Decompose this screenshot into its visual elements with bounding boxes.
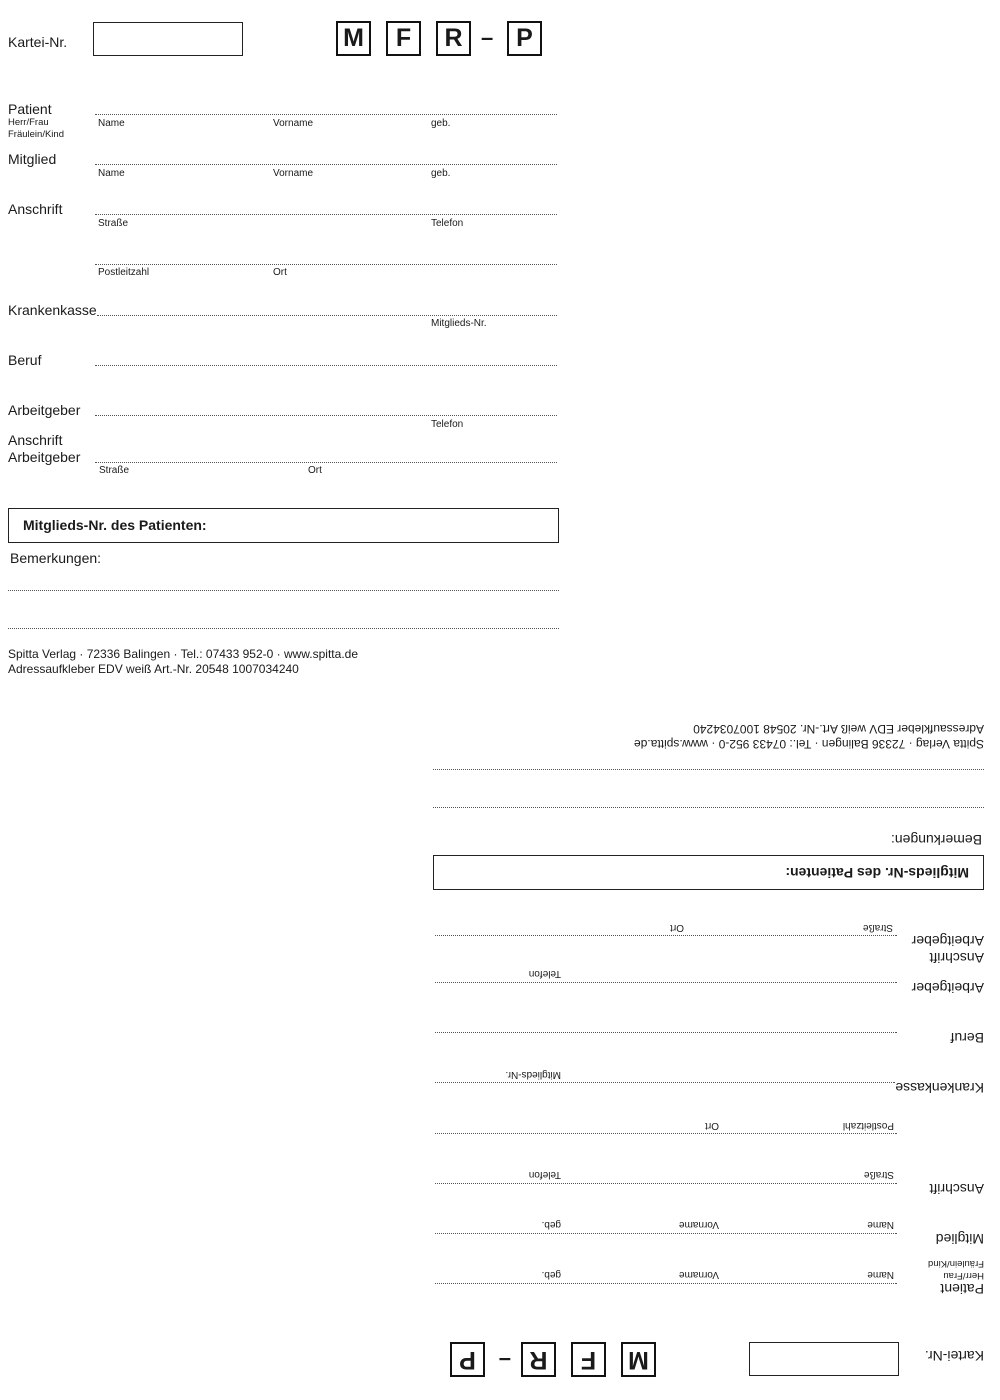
address-label-form-top xyxy=(0,0,560,690)
patient-sub-label-1-rotated: Herr/Frau xyxy=(943,1270,984,1281)
member-first-name-caption: Vorname xyxy=(273,168,314,179)
address-label-form-bottom xyxy=(432,708,992,1398)
address-line[interactable] xyxy=(95,214,557,215)
employer-address-label-2-rotated: Arbeitgeber xyxy=(911,933,984,949)
job-line-rotated[interactable] xyxy=(435,1032,897,1033)
address-label: Anschrift xyxy=(8,201,63,217)
member-label-rotated: Mitglied xyxy=(935,1231,984,1247)
patient-born-caption: geb. xyxy=(431,118,451,129)
employer-city-caption: Ort xyxy=(308,465,322,476)
footer-publisher-rotated: Spitta Verlag · 72336 Balingen · Tel.: 07433 952-0 · www.spitta.de xyxy=(634,737,984,751)
member-line[interactable] xyxy=(95,164,557,165)
patient-sub-label-2-rotated: Fräulein/Kind xyxy=(928,1258,984,1269)
patient-member-no-box[interactable]: Mitglieds-Nr. des Patienten: xyxy=(8,508,559,543)
member-first-name-caption-rotated: Vorname xyxy=(678,1219,719,1230)
employer-address-line[interactable] xyxy=(95,462,557,463)
mark-p-rotated[interactable]: P xyxy=(450,1342,485,1377)
employer-phone-caption: Telefon xyxy=(431,419,464,430)
member-line-rotated[interactable] xyxy=(435,1233,897,1234)
job-line[interactable] xyxy=(95,365,557,366)
patient-first-name-caption: Vorname xyxy=(273,118,314,129)
employer-phone-caption-rotated: Telefon xyxy=(528,968,561,979)
footer-publisher: Spitta Verlag · 72336 Balingen · Tel.: 07433 952-0 · www.spitta.de xyxy=(8,647,358,661)
employer-address-label-1: Anschrift xyxy=(8,432,63,448)
employer-line[interactable] xyxy=(95,415,557,416)
remarks-label: Bemerkungen: xyxy=(10,550,102,566)
mark-r-rotated[interactable]: R xyxy=(521,1342,556,1377)
employer-address-label-1-rotated: Anschrift xyxy=(929,950,984,966)
zip-city-line[interactable] xyxy=(95,264,557,265)
file-no-field-rotated[interactable] xyxy=(749,1342,899,1376)
patient-label: Patient xyxy=(8,101,52,117)
address-line-rotated[interactable] xyxy=(435,1183,897,1184)
zip-caption-rotated: Postleitzahl xyxy=(842,1120,894,1131)
file-no-label: Kartei-Nr. xyxy=(8,34,68,50)
member-label: Mitglied xyxy=(8,151,57,167)
remarks-line-2-rotated[interactable] xyxy=(433,769,984,770)
member-born-caption-rotated: geb. xyxy=(541,1219,561,1230)
employer-city-caption-rotated: Ort xyxy=(670,922,684,933)
patient-born-caption-rotated: geb. xyxy=(541,1269,561,1280)
job-label: Beruf xyxy=(8,352,42,368)
insurance-line-rotated[interactable] xyxy=(435,1082,895,1083)
patient-label-rotated: Patient xyxy=(940,1281,984,1297)
member-name-caption-rotated: Name xyxy=(867,1219,894,1230)
insurance-label: Krankenkasse xyxy=(8,302,97,318)
patient-sub-label-1: Herr/Frau xyxy=(8,117,49,128)
street-caption: Straße xyxy=(98,218,129,229)
footer-article-rotated: Adressaufkleber EDV weiß Art.-Nr. 20548 1007034240 xyxy=(693,722,984,736)
mark-m[interactable]: M xyxy=(336,21,371,56)
zip-caption: Postleitzahl xyxy=(98,267,150,278)
member-born-caption: geb. xyxy=(431,168,451,179)
employer-address-label-2: Arbeitgeber xyxy=(8,449,81,465)
mark-p[interactable]: P xyxy=(507,21,542,56)
remarks-label-rotated: Bemerkungen: xyxy=(890,832,982,848)
employer-address-line-rotated[interactable] xyxy=(435,935,897,936)
member-name-caption: Name xyxy=(98,168,125,179)
zip-city-line-rotated[interactable] xyxy=(435,1133,897,1134)
remarks-line-1-rotated[interactable] xyxy=(433,807,984,808)
remarks-line-2[interactable] xyxy=(8,628,559,629)
footer-article: Adressaufkleber EDV weiß Art.-Nr. 20548 1007034240 xyxy=(8,662,299,676)
file-no-label-rotated: Kartei-Nr. xyxy=(924,1348,984,1364)
employer-label-rotated: Arbeitgeber xyxy=(911,980,984,996)
employer-line-rotated[interactable] xyxy=(435,982,897,983)
mark-f-rotated[interactable]: F xyxy=(571,1342,606,1377)
file-no-field[interactable] xyxy=(93,22,243,56)
employer-label: Arbeitgeber xyxy=(8,402,81,418)
patient-member-no-box-rotated[interactable]: Mitglieds-Nr. des Patienten: xyxy=(433,855,984,890)
patient-name-caption-rotated: Name xyxy=(867,1269,894,1280)
job-label-rotated: Beruf xyxy=(950,1030,984,1046)
phone-caption: Telefon xyxy=(431,218,464,229)
phone-caption-rotated: Telefon xyxy=(528,1169,561,1180)
insurance-label-rotated: Krankenkasse xyxy=(895,1080,984,1096)
employer-street-caption-rotated: Straße xyxy=(862,922,893,933)
remarks-line-1[interactable] xyxy=(8,590,559,591)
insurance-line[interactable] xyxy=(97,315,557,316)
patient-sub-label-2: Fräulein/Kind xyxy=(8,129,64,140)
patient-line[interactable] xyxy=(95,114,557,115)
city-caption: Ort xyxy=(273,267,287,278)
member-no-caption: Mitglieds-Nr. xyxy=(431,318,487,329)
mark-dash: – xyxy=(481,25,494,50)
address-label-rotated: Anschrift xyxy=(929,1181,984,1197)
mark-r[interactable]: R xyxy=(436,21,471,56)
member-no-caption-rotated: Mitglieds-Nr. xyxy=(505,1069,561,1080)
street-caption-rotated: Straße xyxy=(863,1169,894,1180)
mark-dash-rotated: – xyxy=(498,1348,511,1373)
mark-f[interactable]: F xyxy=(386,21,421,56)
patient-name-caption: Name xyxy=(98,118,125,129)
city-caption-rotated: Ort xyxy=(705,1120,719,1131)
patient-first-name-caption-rotated: Vorname xyxy=(678,1269,719,1280)
mark-m-rotated[interactable]: M xyxy=(621,1342,656,1377)
employer-street-caption: Straße xyxy=(99,465,130,476)
patient-line-rotated[interactable] xyxy=(435,1283,897,1284)
